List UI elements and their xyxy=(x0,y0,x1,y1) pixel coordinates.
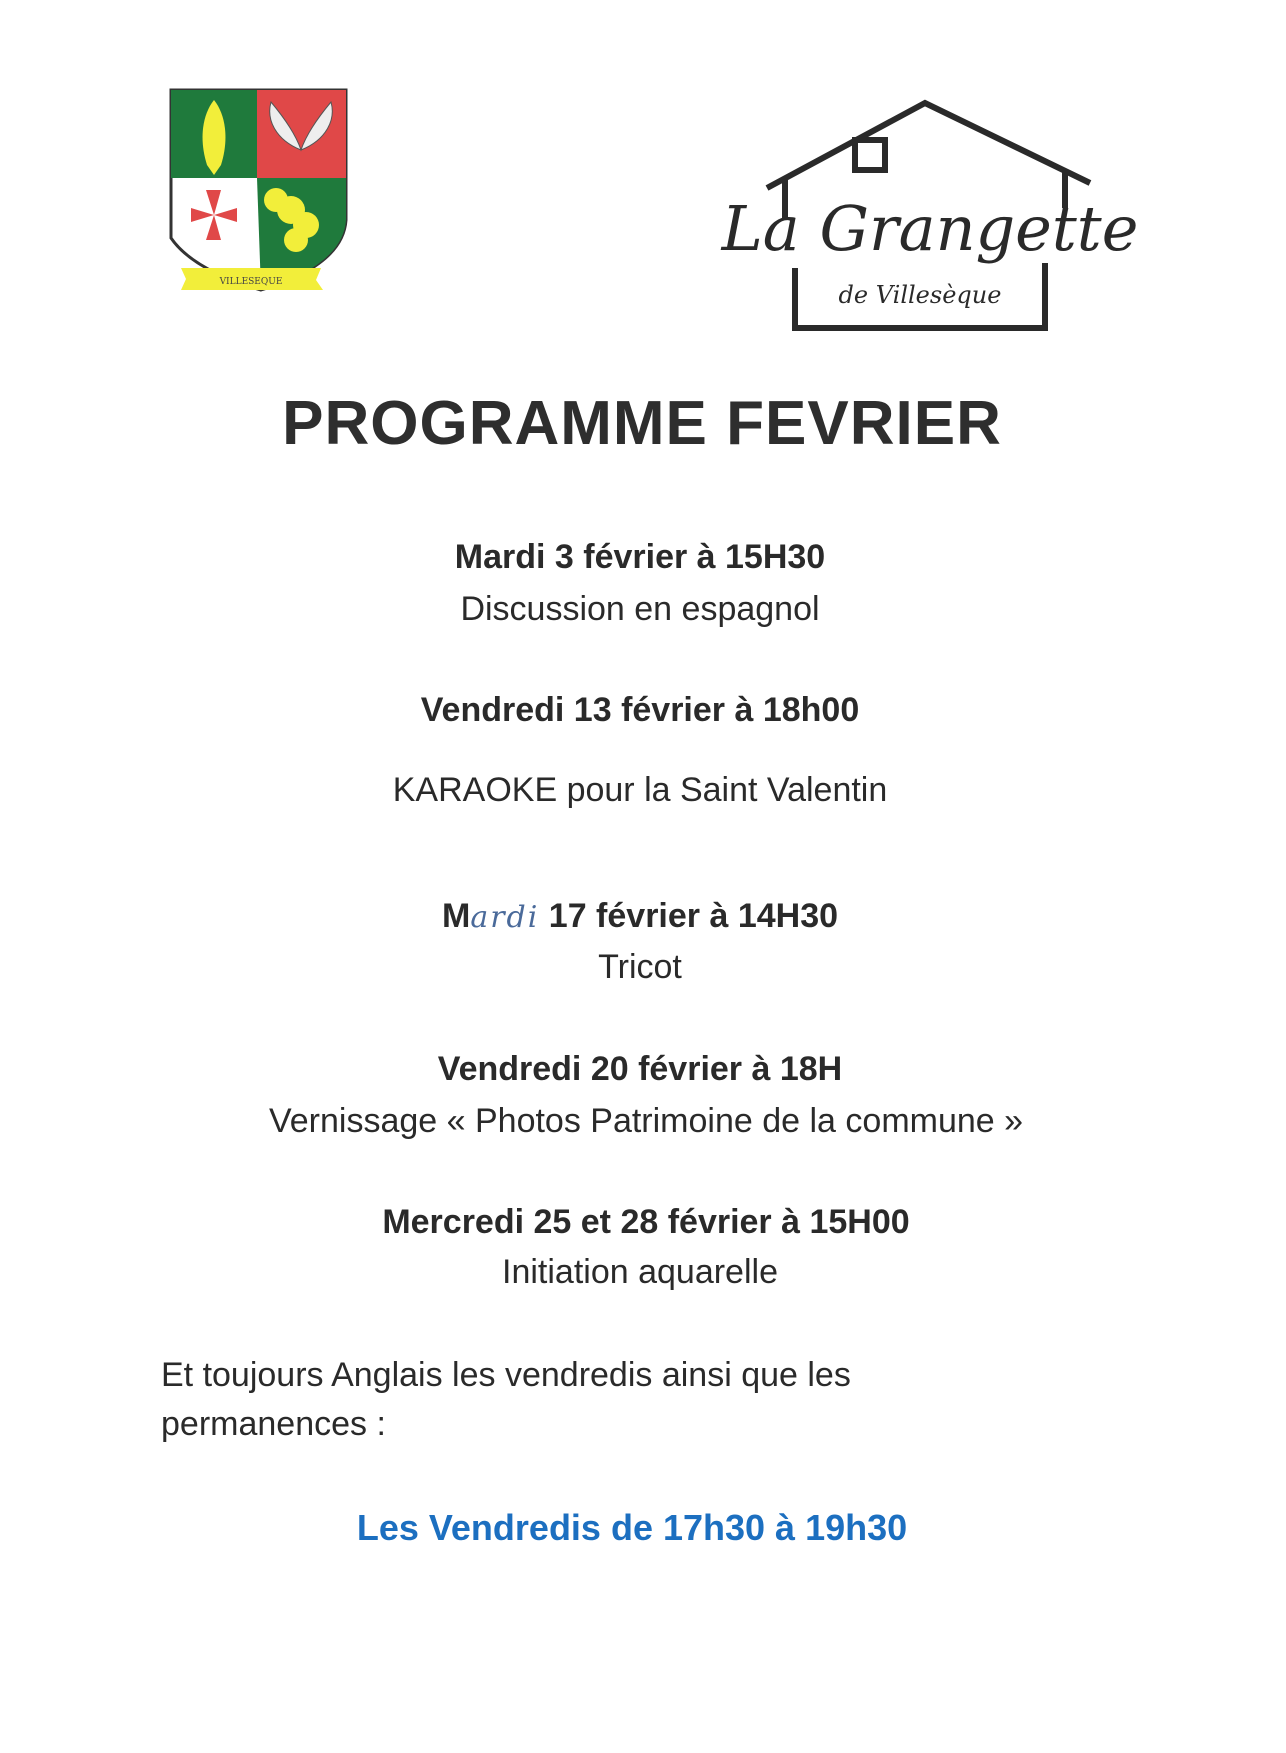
event-date: Vendredi 20 février à 18H xyxy=(437,1050,843,1088)
event-date-prefix: M xyxy=(441,897,471,935)
page-title: PROGRAMME FEVRIER xyxy=(282,389,1002,458)
coat-of-arms-logo xyxy=(171,90,351,320)
handwritten-correction: ardi xyxy=(470,900,540,935)
event-date-rest: 17 février à 14H30 xyxy=(548,897,839,935)
svg-text:de Villesèque: de Villesèque xyxy=(838,281,1002,309)
event-date: Vendredi 13 février à 18h00 xyxy=(420,691,860,729)
event-description: Initiation aquarelle xyxy=(502,1253,778,1291)
event-description: Tricot xyxy=(598,948,682,986)
svg-text:VILLESEQUE: VILLESEQUE xyxy=(219,277,283,287)
event-date xyxy=(0,896,1280,938)
svg-text:La Grangette: La Grangette xyxy=(721,192,1139,265)
event-description: KARAOKE pour la Saint Valentin xyxy=(392,771,888,809)
la-grangette-logo xyxy=(721,98,1139,334)
event-description: Discussion en espagnol xyxy=(460,590,820,628)
event-date: Mercredi 25 et 28 février à 15H00 xyxy=(382,1203,910,1241)
permanence-hours: Les Vendredis de 17h30 à 19h30 xyxy=(356,1507,908,1548)
footer-text-line1: Et toujours Anglais les vendredis ainsi que les xyxy=(161,1356,851,1394)
event-description: Vernissage « Photos Patrimoine de la commune » xyxy=(268,1102,1024,1140)
event-date: Mardi 3 février à 15H30 xyxy=(454,538,826,576)
footer-text-line2: permanences : xyxy=(161,1405,386,1443)
